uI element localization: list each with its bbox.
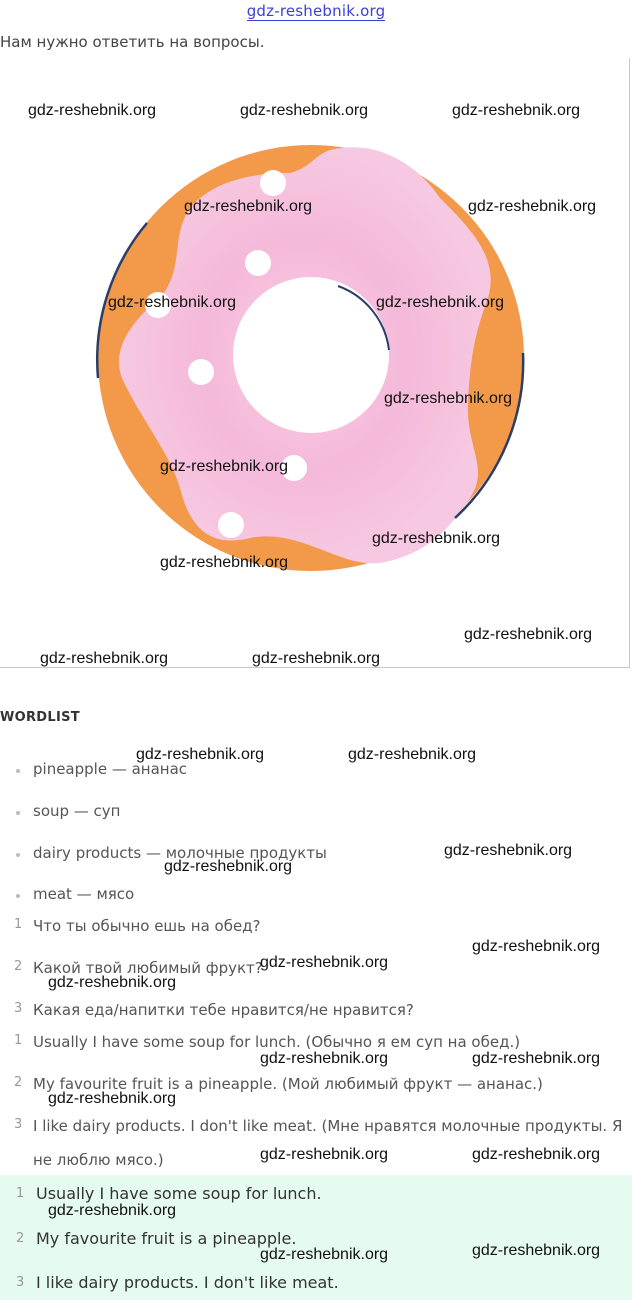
translation-text: I like dairy products. I don't like meat. (Мне нравятся молочные продукты. Я	[33, 1117, 623, 1135]
bullet-icon	[16, 894, 20, 898]
sprinkle	[260, 170, 286, 196]
translation-text: Usually I have some soup for lunch. (Обычно я ем суп на обед.)	[33, 1033, 521, 1051]
intro-text: Нам нужно ответить на вопросы.	[0, 33, 265, 51]
question-number: 2	[14, 959, 23, 974]
watermark: gdz-reshebnik.org	[472, 1050, 601, 1067]
watermark: gdz-reshebnik.org	[160, 458, 289, 475]
watermark: gdz-reshebnik.org	[108, 294, 237, 311]
watermark: gdz-reshebnik.org	[164, 858, 293, 875]
question-text: Какой твой любимый фрукт?	[33, 959, 263, 977]
answer-text: Usually I have some soup for lunch.	[36, 1184, 322, 1203]
translation-text: My favourite fruit is a pineapple. (Мой любимый фрукт — ананас.)	[33, 1075, 543, 1093]
site-title[interactable]	[0, 2, 632, 20]
watermark: gdz-reshebnik.org	[444, 842, 573, 859]
wordlist-item-text: pineapple — ананас	[33, 760, 188, 778]
translation-number: 3	[14, 1117, 23, 1132]
question-number: 1	[14, 917, 23, 932]
donut-hole	[233, 277, 389, 433]
sprinkle	[188, 359, 214, 385]
donut-illustration-icon	[0, 58, 632, 668]
answer-number: 1	[16, 1186, 25, 1201]
wordlist-item-text: meat — мясо	[33, 885, 135, 903]
answers-block	[0, 1175, 632, 1300]
watermark: gdz-reshebnik.org	[240, 102, 369, 119]
watermark: gdz-reshebnik.org	[260, 1050, 389, 1067]
watermark: gdz-reshebnik.org	[260, 1246, 389, 1263]
sprinkle	[245, 250, 271, 276]
watermark: gdz-reshebnik.org	[160, 554, 289, 571]
translation-number: 2	[14, 1075, 23, 1090]
question-text: Что ты обычно ешь на обед?	[33, 917, 261, 935]
watermark: gdz-reshebnik.org	[48, 974, 177, 991]
watermark: gdz-reshebnik.org	[372, 530, 501, 547]
watermark: gdz-reshebnik.org	[48, 1202, 177, 1219]
watermark: gdz-reshebnik.org	[464, 626, 593, 643]
watermark: gdz-reshebnik.org	[252, 650, 381, 667]
wordlist-item-text: dairy products — молочные продукты	[33, 844, 327, 862]
wordlist-item-text: soup — суп	[33, 802, 121, 820]
site-title-link[interactable]: gdz-reshebnik.org	[246, 2, 386, 20]
answer-number: 3	[16, 1275, 25, 1290]
answer-text: My favourite fruit is a pineapple.	[36, 1229, 297, 1248]
watermark: gdz-reshebnik.org	[468, 198, 597, 215]
question-number: 3	[14, 1001, 23, 1016]
watermark: gdz-reshebnik.org	[472, 1242, 601, 1259]
watermark: gdz-reshebnik.org	[472, 938, 601, 955]
watermark: gdz-reshebnik.org	[376, 294, 505, 311]
watermark: gdz-reshebnik.org	[136, 746, 265, 763]
wordlist-heading: WORDLIST	[0, 710, 80, 725]
watermark: gdz-reshebnik.org	[40, 650, 169, 667]
answer-text: I like dairy products. I don't like meat.	[36, 1273, 339, 1292]
watermark: gdz-reshebnik.org	[348, 746, 477, 763]
watermark: gdz-reshebnik.org	[28, 102, 157, 119]
watermark: gdz-reshebnik.org	[260, 954, 389, 971]
watermark: gdz-reshebnik.org	[384, 390, 513, 407]
watermark: gdz-reshebnik.org	[48, 1090, 177, 1107]
bullet-icon	[16, 811, 20, 815]
bullet-icon	[16, 853, 20, 857]
image-frame	[0, 58, 630, 668]
watermark: gdz-reshebnik.org	[260, 1146, 389, 1163]
question-text: Какая еда/напитки тебе нравится/не нравится?	[33, 1001, 414, 1019]
translation-number: 1	[14, 1033, 23, 1048]
watermark: gdz-reshebnik.org	[472, 1146, 601, 1163]
translation-text: не люблю мясо.)	[33, 1151, 164, 1169]
bullet-icon	[16, 769, 20, 773]
watermark: gdz-reshebnik.org	[184, 198, 313, 215]
watermark: gdz-reshebnik.org	[452, 102, 581, 119]
sprinkle	[218, 512, 244, 538]
answer-number: 2	[16, 1231, 25, 1246]
